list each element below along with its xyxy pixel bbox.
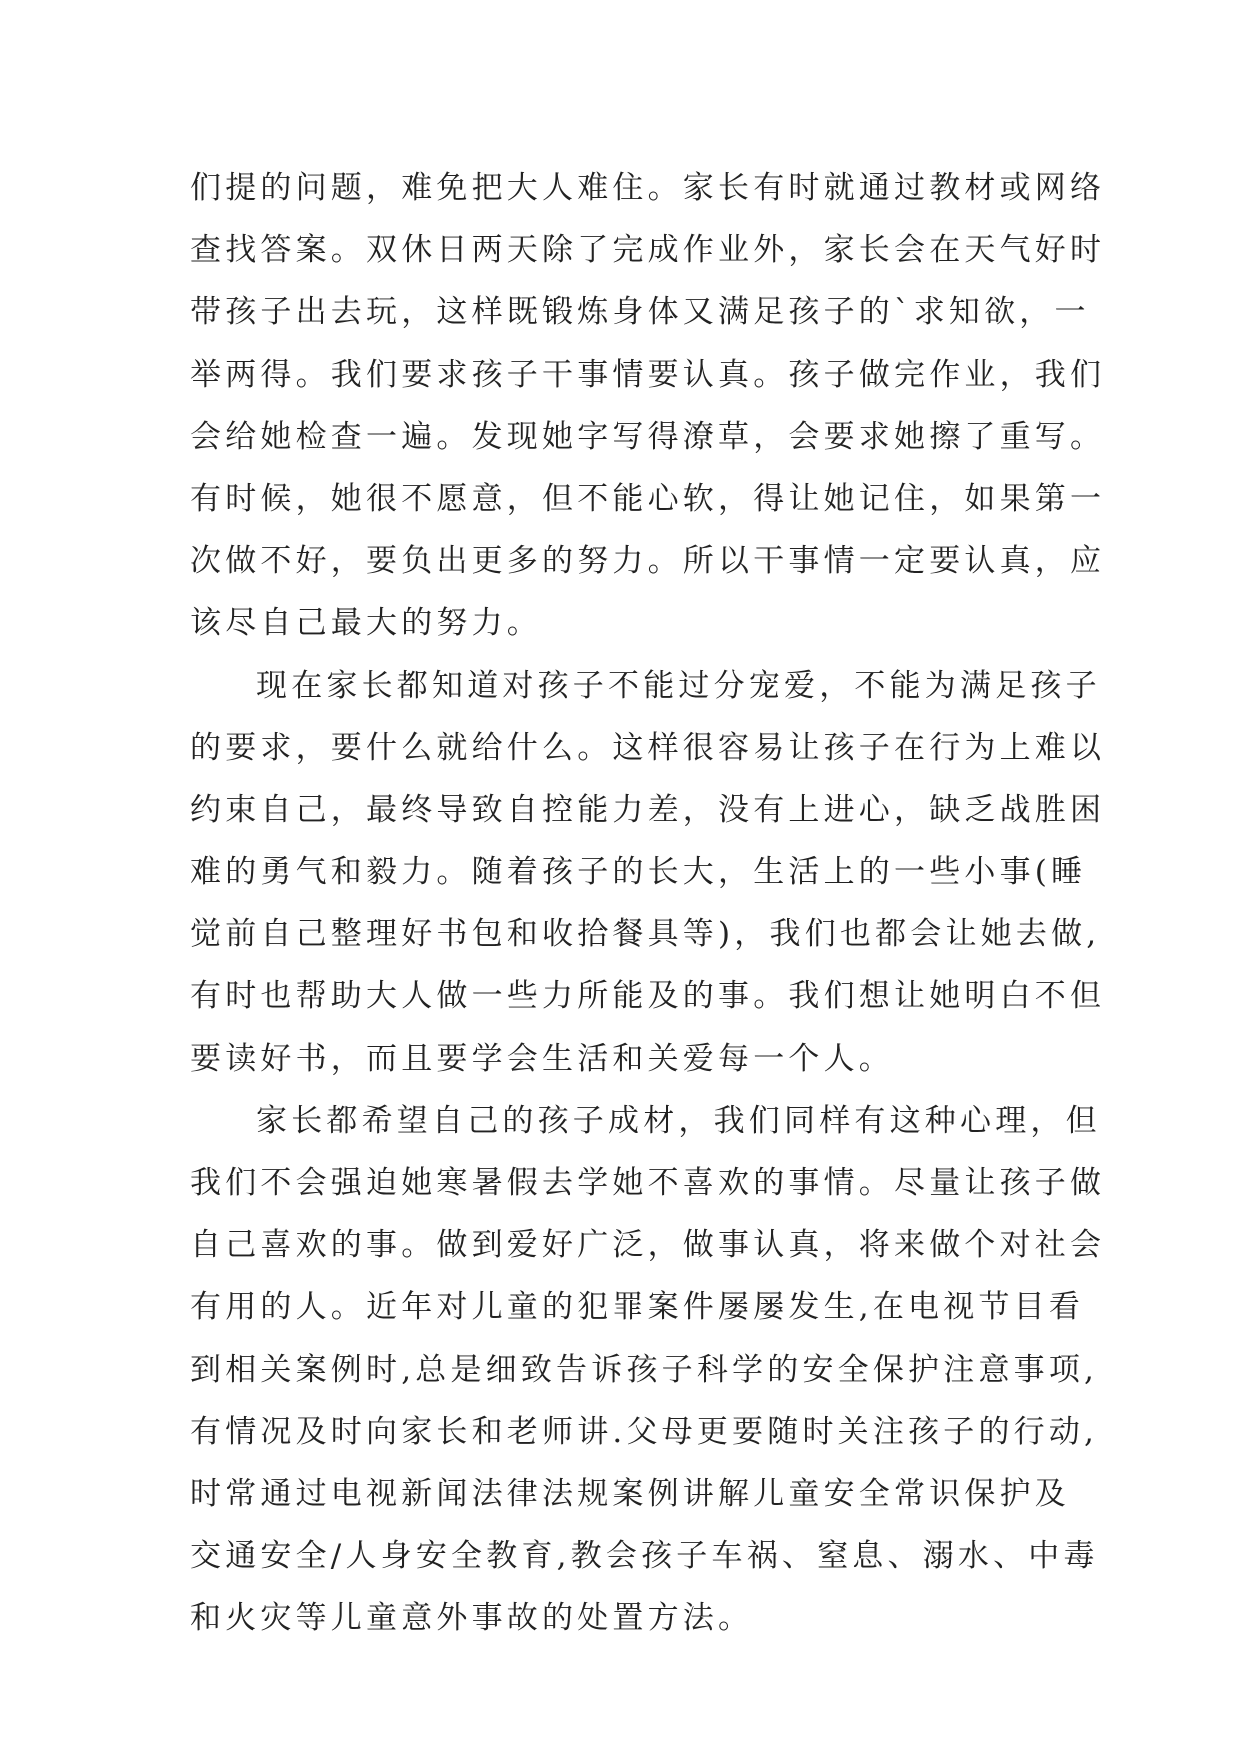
text-line: 带孩子出去玩，这样既锻炼身体又满足孩子的`求知欲，一 bbox=[190, 294, 1090, 331]
text-line: 我们不会强迫她寒暑假去学她不喜欢的事情。尽量让孩子做 bbox=[190, 1165, 1106, 1201]
text-line: 们提的问题，难免把大人难住。家长有时就通过教材或网络 bbox=[190, 170, 1106, 206]
text-line: 有时候，她很不愿意，但不能心软，得让她记住，如果第一 bbox=[190, 480, 1106, 517]
text-line: 到相关案例时,总是细致告诉孩子科学的安全保护注意事项, bbox=[190, 1351, 1099, 1388]
paragraph-2 bbox=[190, 655, 1106, 1090]
text-line: 举两得。我们要求孩子干事情要认真。孩子做完作业，我们 bbox=[190, 356, 1106, 393]
text-line: 查找答案。双休日两天除了完成作业外，家长会在天气好时 bbox=[190, 232, 1106, 269]
text-line: 交通安全/人身安全教育,教会孩子车祸、窒息、溺水、中毒 bbox=[190, 1538, 1099, 1575]
text-line: 家长都希望自己的孩子成材，我们同样有这种心理，但 bbox=[256, 1102, 1101, 1139]
text-line: 有情况及时向家长和老师讲.父母更要随时关注孩子的行动, bbox=[190, 1413, 1099, 1450]
text-line: 有用的人。近年对儿童的犯罪案件屡屡发生,在电视节目看 bbox=[190, 1289, 1085, 1326]
paragraph-3 bbox=[190, 1090, 1106, 1650]
text-line: 难的勇气和毅力。随着孩子的长大，生活上的一些小事(睡 bbox=[190, 854, 1087, 891]
document-body bbox=[190, 157, 1106, 1650]
text-line: 会给她检查一遍。发现她字写得潦草，会要求她擦了重写。 bbox=[190, 418, 1106, 455]
text-line: 和火灾等儿童意外事故的处置方法。 bbox=[190, 1600, 754, 1637]
text-line: 时常通过电视新闻法律法规案例讲解儿童安全常识保护及 bbox=[190, 1475, 1070, 1512]
text-line: 约束自己，最终导致自控能力差，没有上进心，缺乏战胜困 bbox=[190, 791, 1106, 828]
text-line: 觉前自己整理好书包和收拾餐具等)，我们也都会让她去做, bbox=[190, 916, 1101, 953]
text-line: 该尽自己最大的努力。 bbox=[190, 605, 542, 642]
text-line: 有时也帮助大人做一些力所能及的事。我们想让她明白不但 bbox=[190, 978, 1106, 1015]
paragraph-1 bbox=[190, 157, 1106, 655]
text-line: 自己喜欢的事。做到爱好广泛，做事认真，将来做个对社会 bbox=[190, 1227, 1106, 1264]
text-line: 要读好书，而且要学会生活和关爱每一个人。 bbox=[190, 1040, 894, 1077]
text-line: 的要求，要什么就给什么。这样很容易让孩子在行为上难以 bbox=[190, 729, 1106, 766]
text-line: 现在家长都知道对孩子不能过分宠爱，不能为满足孩子 bbox=[256, 667, 1101, 704]
text-line: 次做不好，要负出更多的努力。所以干事情一定要认真，应 bbox=[190, 543, 1106, 580]
